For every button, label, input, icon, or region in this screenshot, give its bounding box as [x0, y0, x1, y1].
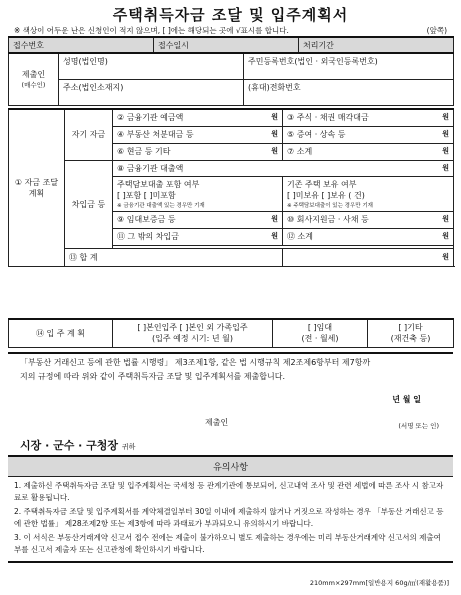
move-in-self-option[interactable] — [113, 319, 273, 347]
won-unit: 원 — [442, 215, 449, 223]
recipient-suffix: 귀하 — [121, 443, 136, 451]
address-field[interactable]: 주소(법인소재지) — [59, 79, 244, 105]
note-item-1: 1. 제출하신 주택취득자금 조달 및 입주계획서는 국세청 등 관계기관에 통보되어, 신고내역 조사 및 관련 세법에 따른 조사 시 참고자료로 활용됩니다. — [14, 481, 444, 502]
applicant-label-cell — [9, 53, 59, 105]
declaration-line-2: 지의 규정에 따라 위와 같이 주택취득자금 조달 및 입주계획서를 제출합니다. — [20, 372, 285, 381]
id-number-field[interactable]: 주민등록번호(법인 · 외국인등록번호) — [244, 53, 454, 79]
won-unit: 원 — [442, 253, 449, 261]
own-item-property-sale[interactable] — [113, 126, 283, 143]
move-in-other-option[interactable] — [368, 319, 454, 347]
submitter-label: 제출인 — [205, 418, 229, 427]
signature-note[interactable]: (서명 또는 인) — [398, 422, 439, 430]
own-item-cash[interactable] — [113, 143, 283, 160]
own-item-gift[interactable] — [283, 126, 454, 143]
move-in-date-text: (입주 예정 시기: 년 월) — [152, 334, 233, 344]
owned-house-options[interactable]: [ ]미보유 [ ]보유 ( 건) — [287, 190, 365, 200]
borrow-item-company[interactable] — [283, 211, 454, 228]
funding-section-label: ① 자금 조달계획 — [9, 109, 65, 266]
declaration-line-1: 「부동산 거래신고 등에 관한 법률 시행령」 제3조제1항, 같은 법 시행규칙 제2조제6항부터 제7항까 — [20, 358, 371, 367]
won-unit: 원 — [271, 147, 278, 155]
applicant-sublabel: (매수인) — [21, 81, 46, 90]
won-unit: 원 — [442, 130, 449, 138]
total-field[interactable] — [283, 248, 454, 266]
notes-box — [8, 455, 453, 563]
move-in-label: ⑭ 입 주 계 획 — [9, 319, 113, 347]
receipt-no-cell: 접수번호 — [9, 37, 154, 54]
funding-plan-table — [8, 108, 454, 267]
own-item-cash-label: ⑥ 현금 등 기타 — [117, 147, 171, 156]
own-funds-label: 자기 자금 — [65, 109, 113, 160]
own-item-gift-label: ⑤ 증여 · 상속 등 — [287, 130, 346, 139]
borrow-item-company-label: ⑩ 회사지원금 · 사채 등 — [287, 215, 369, 224]
own-item-stocks[interactable] — [283, 109, 454, 126]
total-label: ⑬ 합 계 — [65, 248, 283, 266]
move-in-self-text: [ ]본인입주 [ ]본인 외 가족입주 — [137, 323, 248, 333]
notes-title: 유의사항 — [8, 457, 453, 477]
borrowed-label: 차입금 등 — [65, 160, 113, 248]
name-field[interactable]: 성명(법인명) — [59, 53, 244, 79]
applicant-table — [8, 52, 454, 106]
mortgage-inclusion-options[interactable]: [ ]포함 [ ]미포함 — [117, 190, 176, 200]
mortgage-inclusion-note: ※ 금융기관 대출액 있는 경우만 기재 — [117, 202, 205, 209]
borrow-item-other-label: ⑪ 그 밖의 차입금 — [117, 232, 179, 241]
won-unit: 원 — [442, 113, 449, 122]
owned-house-cell[interactable] — [283, 176, 454, 211]
move-in-rent-text: [ ]임대 — [307, 323, 333, 333]
borrow-item-loan-label: ⑧ 금융기관 대출액 — [117, 163, 184, 173]
borrow-item-deposit[interactable] — [113, 211, 283, 228]
move-in-other-sub: (재건축 등) — [390, 334, 431, 344]
owned-house-title: 기존 주택 보유 여부 — [287, 179, 357, 189]
own-item-subtotal[interactable] — [283, 143, 454, 160]
won-unit: 원 — [271, 113, 278, 122]
borrow-item-subtotal[interactable] — [283, 228, 454, 245]
top-note: ※ 색상이 어두운 난은 신청인이 적지 않으며, [ ]에는 해당되는 곳에 √표시를 합니다. — [14, 26, 289, 35]
move-in-other-text: [ ]기타 — [398, 323, 423, 333]
own-item-deposit[interactable] — [113, 109, 283, 126]
mortgage-inclusion-title: 주택담보대출 포함 여부 — [117, 179, 200, 189]
borrow-item-loan[interactable] — [113, 160, 454, 176]
move-in-table — [8, 318, 454, 348]
own-item-deposit-label: ② 금융기관 예금액 — [117, 113, 184, 123]
recipient — [20, 437, 135, 453]
won-unit: 원 — [442, 147, 449, 155]
move-in-rent-option[interactable] — [273, 319, 368, 347]
declaration-divider — [8, 352, 453, 354]
declaration-date: 년 월 일 — [392, 395, 421, 404]
won-unit: 원 — [271, 232, 278, 240]
processing-period-cell: 처리기간 — [299, 37, 454, 54]
borrow-item-deposit-label: ⑨ 임대보증금 등 — [117, 215, 176, 224]
borrow-item-other[interactable] — [113, 228, 283, 245]
applicant-label: 제출인 — [21, 70, 46, 80]
own-item-stocks-label: ③ 주식 · 채권 매각대금 — [287, 113, 369, 123]
notes-list — [8, 477, 453, 561]
recipient-name: 시장 · 군수 · 구청장 — [20, 439, 119, 452]
receipt-date-cell: 접수일시 — [154, 37, 299, 54]
own-item-property-sale-label: ④ 부동산 처분대금 등 — [117, 130, 194, 139]
move-in-rent-sub: (전 · 월세) — [301, 334, 339, 344]
form-title: 주택취득자금 조달 및 입주계획서 — [112, 6, 349, 24]
note-item-2: 2. 주택취득자금 조달 및 입주계획서를 계약체결일부터 30일 이내에 제출하지 않거나 거짓으로 작성하는 경우 「부동산 거래신고 등에 관한 법률」 제28조제2항 또는 제3항에 따라 과태료가 부과되오니 유의하시기 바랍니다. — [14, 507, 444, 528]
won-unit: 원 — [271, 215, 278, 223]
paper-spec-footer: 210mm×297mm[일반용지 60g/㎡(재활용품)] — [309, 579, 449, 587]
phone-field[interactable]: (휴대)전화번호 — [244, 79, 454, 105]
owned-house-note: ※ 주택담보대출이 있는 경우만 기재 — [287, 202, 373, 209]
note-item-3: 3. 이 서식은 부동산거래계약 신고서 접수 전에는 제출이 불가하오니 별도 제출하는 경우에는 미리 부동산거래계약 신고서의 제출여부를 신고서 제출자 또는 신고관청에 확인하시기 바랍니다. — [14, 533, 441, 554]
own-item-subtotal-label: ⑦ 소계 — [287, 147, 313, 156]
won-unit: 원 — [442, 163, 449, 172]
page-side-note: (앞쪽) — [426, 26, 447, 35]
won-unit: 원 — [442, 232, 449, 240]
won-unit: 원 — [271, 130, 278, 138]
mortgage-inclusion-cell[interactable] — [113, 176, 283, 211]
borrow-item-subtotal-label: ⑫ 소계 — [287, 232, 313, 241]
